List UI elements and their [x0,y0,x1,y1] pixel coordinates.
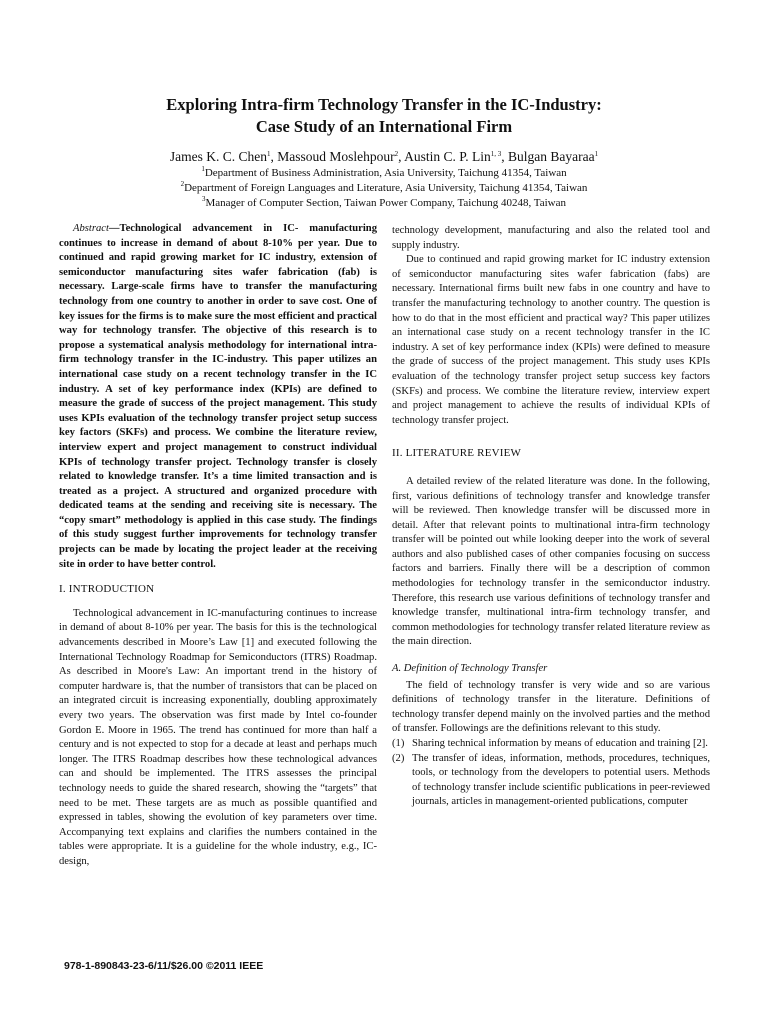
affiliation: $^1$Department of Business Administration, Asia University, Taichung 41354, Taiwan [201,165,567,179]
section-heading-introduction: I. INTRODUCTION [59,583,155,596]
author: Austin C. P. Lin$^{1, 3}$ [404,149,502,164]
copyright-footer: 978-1-890843-23-6/11/$26.00 ©2011 IEEE [64,960,264,972]
right-column [392,224,710,810]
author: Massoud Moslehpour$^2$ [277,149,399,164]
list-item-number: (1) [392,738,405,749]
list-item-text: Sharing technical information by means of education and training [2]. [412,738,708,749]
definition-list [392,737,710,810]
author: James K. C. Chen$^1$ [169,149,271,164]
intro-paragraph: Technological advancement in IC-manufacturing continues to increase in demand of about 8-10% per year. The basis for this is the technological advancements described in Moore’s Law [1] and executed following the International Technology Roadmap for Semiconductors (ITRS) Roadmap. As described in Moore's Law: An important trend in the history of computer hardware is, that the number of transistors that can be placed on an integrated circuit is increasing exponentially, doubling approximately every two years. The observation was first made by Intel co-founder Gordon E. Moore in 1965. The trend has continued for more than half a century and is not expected to stop for a decade at least and perhaps much longer. The ITRS Roadmap describes how these technological advances can and should be implemented. The ITRS assesses the principal technology needs to guide the shared research, showing the “targets” that need to be met. These targets are as much as possible quantified and expressed in tables, showing the evolution of key parameters over time. Accompanying text explains and clarifies the numbers contained in the tables were appropriate. It is a guideline for the whole industry, e.g., IC-design, [59,607,377,867]
author: Bulgan Bayaraa$^1$ [508,149,599,164]
definition-paragraph: The field of technology transfer is very wide and so are various definitions of technology transfer in the literature. Definitions of technology transfer depend mainly on the involved parties and the method of transfer. Followings are the definitions relevant to this study. [392,679,710,735]
list-item-text: The transfer of ideas, information, methods, procedures, techniques, tools, or technology from the developers to potential users. Methods of technology transfer include scientific publications in peer-reviewed journals, articles in management-oriented publications, computer [412,752,710,808]
intro-paragraph-2: Due to continued and rapid growing market for IC industry extension of semiconductor manufacturing sites wafer fabrication (fabs) are necessary. International firms built new fabs in one country and have to transfer the manufacturing technology to another country. The question is how to do that in the most efficient and practical way? This paper utilizes an international case study on a recent technology transfer in the IC industry. A set of key performance index (KPIs) were defined to measure the grade of success of the project management. This study uses KPIs evaluation of the technology transfer project setup success key factors (SKFs) and process. We combine the literature review, interview expert and project management to achieve the results of individual KPIs of technology transfer project. [392,254,710,426]
affiliation: $^2$Department of Foreign Languages and Literature, Asia University, Taichung 41354, Taiwan [180,180,588,194]
continued-paragraph: technology development, manufacturing and also the related tool and supply industry. [392,225,710,251]
list-item [392,737,710,752]
abstract-body: —Technological advancement in IC- manufacturing continues to increase in demand of about 8-10% per year. Due to continued and rapid growing market for IC industry, extension of semiconductor manufacturing sites wafer fabrication (fab) is necessary. Large-scale firms have to transfer the manufacturing technology from one country to another in order to save cost. One of key issues for the firms is to make sure the most efficient and practical way for technology transfer. The objective of this research is to propose a systematical analysis methodology for international intra-firm technology transfer in the IC-industry. This paper utilizes an international case study on a recent technology transfer in the IC industry. A set of key performance index (KPIs) are defined to measure the grade of success of the project management. This study uses KPIs evaluation of the technology transfer project setup success key factors (SKFs) and process. We combine the literature review, interview expert and project management to construct individual KPIs of technology transfer project. Technology transfer is closely related to knowledge transfer. It’s a time limited transaction and is treated as a project. A structured and organized procedure with dedicated teams at the sending and receiving site is necessary. The “copy smart” methodology is applied in this case study. The findings of this study suggest further improvements for technology transfer projects can be made by locating the project leader at the receiving site in order to have better control. [59,223,377,570]
title-line-2: Case Study of an International Firm [255,117,513,136]
list-item [392,752,710,810]
author-list: James K. C. Chen$^1$, Massoud Moslehpour$^2$, Austin C. P. Lin$^{1, 3}$, Bulgan Bayaraa$^1$ [169,149,599,164]
section-heading-literature-review: II. LITERATURE REVIEW [392,447,522,460]
affiliation: $^3$Manager of Computer Section, Taiwan Power Company, Taichung 40248, Taiwan [201,195,567,209]
left-column [59,222,377,870]
literature-paragraph: A detailed review of the related literature was done. In the following, first, various definitions of technology transfer and knowledge transfer will be reviewed. Then knowledge transfer will be discussed more in detail. After that relevant points to multinational intra-firm technology transfer will be pointed out while looking deeper into the work of several authors and also published cases of other companies focusing on success factors and barriers. Finally there will be a description of common methodologies for technology transfer in the semiconductor industry. Therefore, this research use various definitions of technology transfer and knowledge transfer, multinational intra-firm technology transfer, and common methodologies for technology transfer related literature review as the main direction. [392,475,710,648]
abstract [59,222,377,572]
affiliations [60,166,708,211]
subsection-heading-definition: A. Definition of Technology Transfer [392,663,548,675]
title-line-1: Exploring Intra-firm Technology Transfer in the IC-Industry: [166,95,602,114]
abstract-label: Abstract [73,223,109,234]
paper-title [60,94,708,138]
list-item-number: (2) [392,752,405,764]
